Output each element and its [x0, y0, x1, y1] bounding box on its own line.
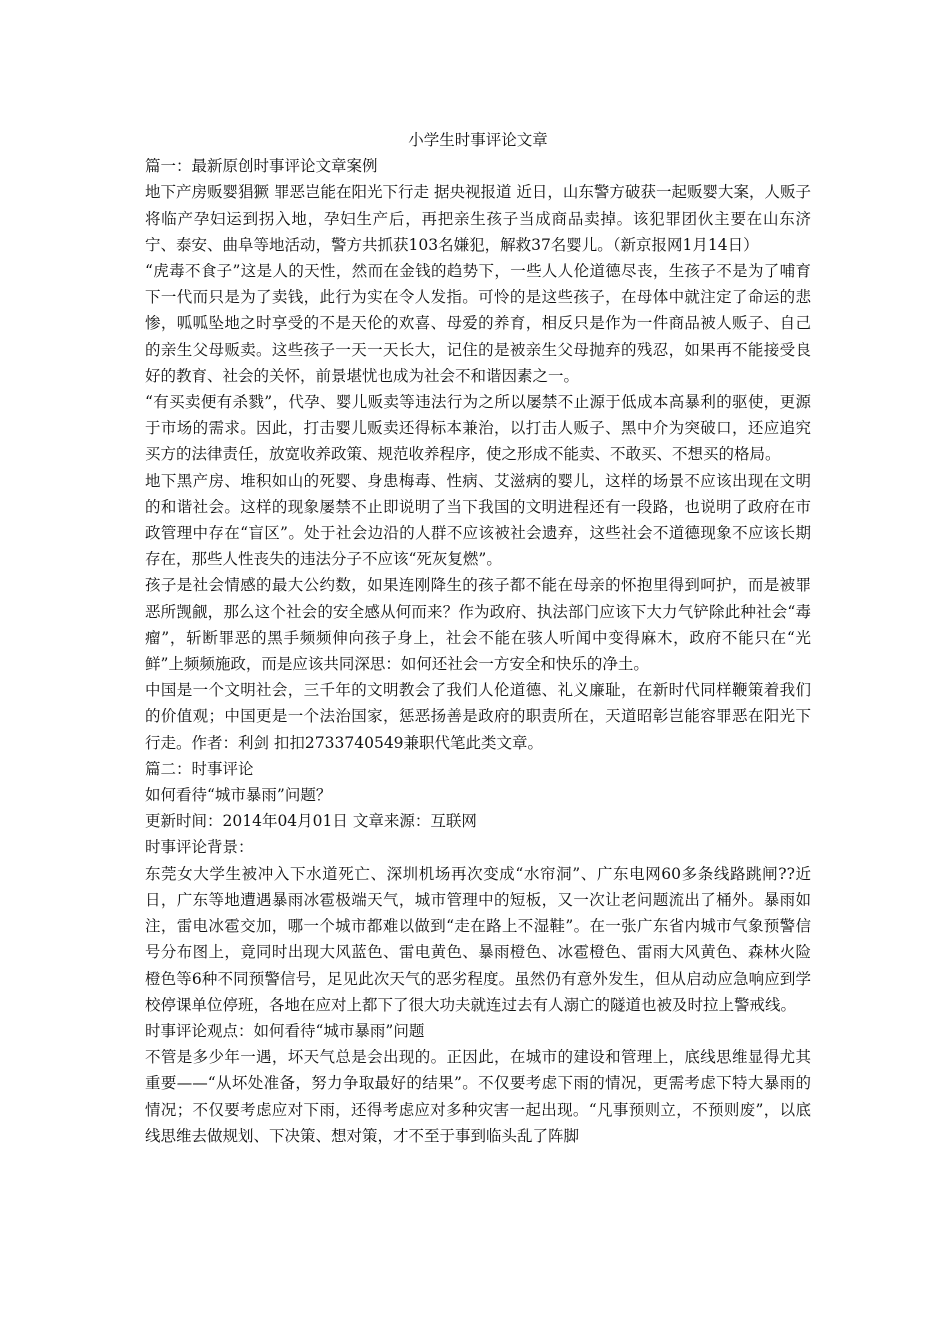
paragraph: 地下产房贩婴猖獗 罪恶岂能在阳光下行走 据央视报道 近日，山东警方破获一起贩婴大案，人贩子将临产孕妇运到拐入地，孕妇生产后，再把亲生孩子当成商品卖掉。该犯罪团伙主要在山东济宁、泰安、曲阜等地活动，警方共抓获103名嫌犯，解救37名婴儿。（新京报网1月14日） — [145, 183, 811, 254]
paragraph: 不管是多少年一遇，坏天气总是会出现的。正因此，在城市的建设和管理上，底线思维显得尤其重要——“从坏处准备，努力争取最好的结果”。不仅要考虑下雨的情况，更需考虑下特大暴雨的情况；不仅要考虑应对下雨，还得考虑应对多种灾害一起出现。“凡事预则立，不预则废”，以底线思维去做规划、下决策、想对策，才不至于事到临头乱了阵脚 — [145, 1048, 811, 1145]
paragraph: 时事评论观点：如何看待“城市暴雨”问题 — [145, 1021, 425, 1040]
paragraph: 地下黑产房、堆积如山的死婴、身患梅毒、性病、艾滋病的婴儿，这样的场景不应该出现在文明的和谐社会。这样的现象屡禁不止即说明了当下我国的文明进程还有一段路，也说明了政府在市政管理中存在“盲区”。处于社会边沿的人群不应该被社会遗弃，这些社会不道德现象不应该长期存在，那些人性丧失的违法分子不应该“死灰复燃”。 — [145, 471, 811, 569]
paragraph: “有买卖便有杀戮”，代孕、婴儿贩卖等违法行为之所以屡禁不止源于低成本高暴利的驱使，更源于市场的需求。因此，打击婴儿贩卖还得标本兼治，以打击人贩子、黑中介为突破口，还应追究买方的法律责任，放宽收养政策、规范收养程序，使之形成不能卖、不敢买、不想买的格局。 — [145, 393, 811, 464]
paragraph: “虎毒不食子”这是人的天性，然而在金钱的趋势下，一些人人伦道德尽丧，生孩子不是为了哺育下一代而只是为了卖钱，此行为实在令人发指。可怜的是这些孩子，在母体中就注定了命运的悲惨，呱呱坠地之时享受的不是天伦的欢喜、母爱的养育，相反只是作为一件商品被人贩子、自己的亲生父母贩卖。这些孩子一天一天长大，记住的是被亲生父母抛弃的残忍，如果再不能接受良好的教育、社会的关怀，前景堪忧也成为社会不和谐因素之一。 — [145, 262, 811, 385]
paragraph: 如何看待“城市暴雨”问题？ — [145, 786, 332, 805]
section-heading-2: 篇二：时事评论 — [145, 759, 254, 778]
paragraph: 东莞女大学生被冲入下水道死亡、深圳机场再次变成“水帘洞”、广东电网60多条线路跳闸??近日，广东等地遭遇暴雨冰雹极端天气，城市管理中的短板，又一次让老问题流出了桶外。暴雨如注，雷电冰雹交加，哪一个城市都难以做到“走在路上不湿鞋”。在一张广东省内城市气象预警信号分布图上，竟同时出现大风蓝色、雷电黄色、暴雨橙色、冰雹橙色、雷雨大风黄色、森林火险橙色等6种不同预警信号，足见此次天气的恶劣程度。虽然仍有意外发生，但从启动应急响应到学校停课单位停班，各地在应对上都下了很大功夫就连过去有人溺亡的隧道也被及时拉上警戒线。 — [145, 864, 811, 1014]
document-page — [145, 127, 811, 1149]
paragraph: 时事评论背景： — [145, 838, 254, 857]
document-title: 小学生时事评论文章 — [408, 131, 548, 149]
paragraph: 更新时间：2014年04月01日 文章来源：互联网 — [145, 812, 477, 831]
paragraph: 中国是一个文明社会，三千年的文明教会了我们人伦道德、礼义廉耻，在新时代同样鞭策着我们的价值观；中国更是一个法治国家，惩恶扬善是政府的职责所在，天道昭彰岂能容罪恶在阳光下行走。作者：利剑 扣扣2733740549兼职代笔此类文章。 — [145, 681, 811, 752]
paragraph: 孩子是社会情感的最大公约数，如果连刚降生的孩子都不能在母亲的怀抱里得到呵护，而是被罪恶所觊觎，那么这个社会的安全感从何而来？作为政府、执法部门应该下大力气铲除此种社会“毒瘤”，斩断罪恶的黑手频频伸向孩子身上，社会不能在骇人听闻中变得麻木，政府不能只在“光鲜”上频频施政，而是应该共同深思：如何还社会一方安全和快乐的净土。 — [145, 576, 811, 674]
section-heading-1: 篇一：最新原创时事评论文章案例 — [145, 157, 378, 176]
